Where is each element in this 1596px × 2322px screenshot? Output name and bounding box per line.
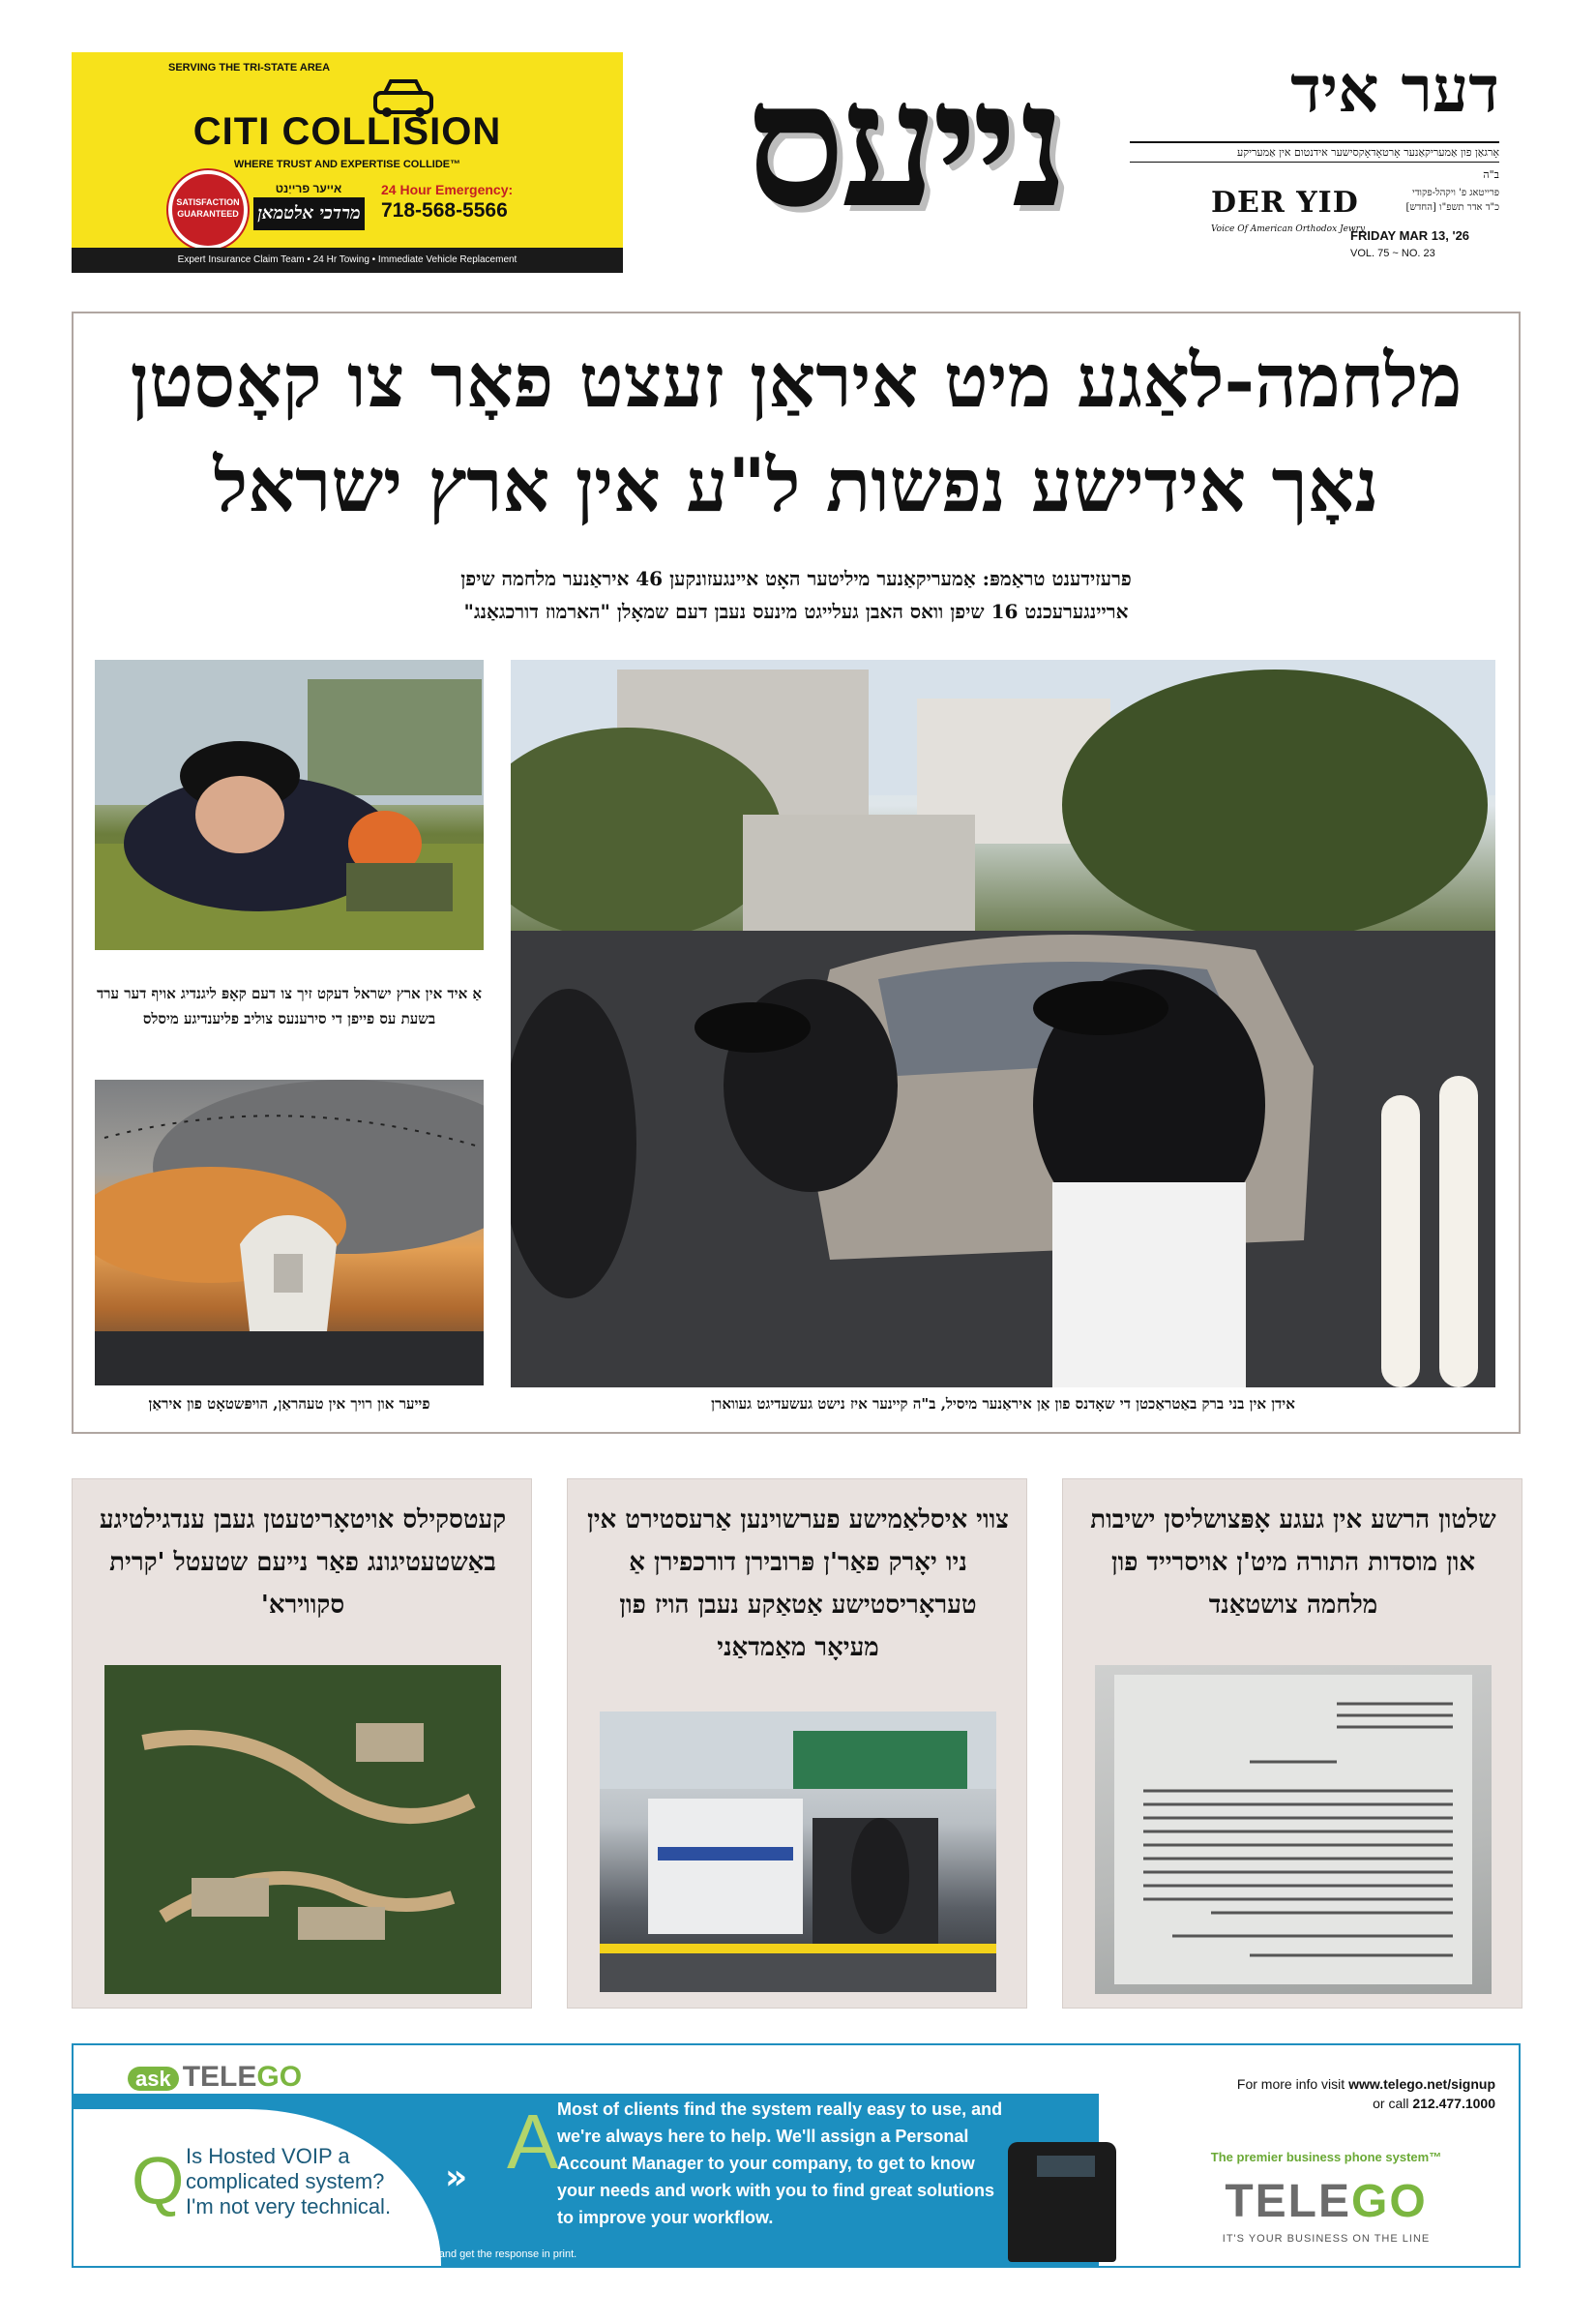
hebrew-date-line-2: כ"ד אדר תשפ"ו [החדש] [1405, 202, 1499, 213]
info-prefix: For more info visit [1236, 2076, 1345, 2092]
satisfaction-seal [168, 170, 248, 250]
answer-letter: A [507, 2099, 559, 2185]
info-url-link[interactable]: www.telego.net/signup [1348, 2076, 1495, 2092]
logo-go: GO [256, 2061, 303, 2093]
photo-a-illustration [95, 660, 484, 950]
telego-large-logo [1157, 2175, 1495, 2228]
masthead-title: נייעס [746, 43, 1063, 247]
telego-small-logo [128, 2061, 302, 2094]
photo-tehran-smoke[interactable] [95, 1080, 484, 1385]
teaser-kiryas-skvira[interactable] [72, 1478, 532, 2009]
teaser-nyc-arrest[interactable] [567, 1478, 1027, 2009]
caption-photo-main: אידן אין בני ברק באַטראַכטן די שאָדנס פון אַן איראַנער מיסיל, ב"ה קיינער איז נישט געשעדיגט געווארן [711, 1395, 1295, 1413]
masthead-date: FRIDAY MAR 13, '26 [1350, 228, 1470, 243]
hebrew-date-line-1: פרייטאג פ' ויקהל-פקודי [1411, 188, 1499, 198]
logo-tele: TELE [182, 2061, 257, 2093]
ad-bottom-note: Have a question about business phone systems? Call or send it in, and get the response in print. [122, 2248, 577, 2260]
desk-phone-icon [1008, 2142, 1116, 2262]
masthead-bh: ב"ה [1483, 168, 1499, 181]
masthead-hebrew-date [1354, 186, 1499, 215]
ad-slogan: IT'S YOUR BUSINESS ON THE LINE [1222, 2233, 1431, 2245]
photo-b-illustration [95, 1080, 484, 1385]
aerial-photo-illustration [104, 1665, 501, 1994]
teaser-right-document-photo[interactable] [1095, 1665, 1492, 1994]
seal-text: SATISFACTION GUARANTEED [176, 197, 240, 219]
police-photo-illustration [600, 1712, 996, 1992]
main-deck-line-2: אריינגערעכנט 16 שיפן וואס האבן געלייגט מינעס נעבן דעם שמאָלן "הארמוז דורכגאַנג" [463, 600, 1129, 623]
big-logo-go: GO [1351, 2176, 1428, 2227]
ad-contact-info [1215, 2074, 1495, 2113]
photo-man-taking-cover[interactable] [95, 660, 484, 950]
top-advertisement[interactable] [72, 52, 623, 273]
main-story [72, 312, 1521, 1434]
teaser-right-title[interactable]: שלטון הרשע אין געגע אָפּצושליסן ישיבות און מוסדות התורה מיט'ן אויסרייד פון מלחמה צושטאַנד [1090, 1505, 1496, 1620]
info-call-prefix: or call [1373, 2096, 1409, 2111]
logo-ask: ask [128, 2067, 179, 2091]
answer-text: Most of clients find the system really easy to use, and we're always here to help. We'll assign a Personal Account Manager to your company, to get to know your needs and work with you to find great solutions to improve your workflow. [557, 2099, 1003, 2227]
main-deck-line-1: פרעזידענט טראַמפּ: אַמעריקאַנער מיליטער האָט איינגעזונקען 46 איראַנער מלחמה שיפן [460, 567, 1132, 590]
bottom-advertisement[interactable] [72, 2043, 1521, 2268]
ad-footer-bar: Expert Insurance Claim Team • 24 Hr Towing • Immediate Vehicle Replacement [72, 248, 623, 273]
caption-photo-b: פייער און רויך אין טעהראַן, הויפּשטאָט פון איראַן [148, 1395, 430, 1413]
teaser-left-title[interactable]: קעטסקילס אויטאָריטעטן געבן ענדגילטיגע באַשטעטיגונג פאַר נייעם שטעטל 'קרית סקווירא' [99, 1505, 507, 1620]
ad-emergency-label: 24 Hour Emergency: [381, 182, 514, 197]
photo-main-illustration [511, 660, 1495, 1387]
chevron-right-icon: » [445, 2158, 468, 2197]
ad-person-label: אייער פרייַנט [275, 182, 342, 195]
masthead-volume: VOL. 75 ~ NO. 23 [1350, 248, 1435, 259]
ad-tagline: WHERE TRUST AND EXPERTISE COLLIDE™ [233, 159, 461, 170]
ad-serving-text: SERVING THE TRI-STATE AREA [168, 62, 331, 74]
masthead-latin-title: DER YID [1211, 186, 1359, 220]
question-letter: Q [132, 2143, 185, 2218]
caption-photo-a: אַ איד אין ארץ ישראל דעקט זיך צו דעם קאָפּ ליגנדיג אויף דער ערד בשעת עס פייפן די סירענעס צוליב פליענדיגע מיסלס [96, 985, 483, 1027]
info-phone[interactable]: 212.477.1000 [1412, 2096, 1495, 2111]
ad-phone-number[interactable]: 718-568-5566 [381, 199, 508, 222]
document-photo-illustration [1095, 1665, 1492, 1994]
teaser-mid-title[interactable]: צווי איסלאַמישע פערשוינען אַרעסטירט אין ניו יאָרק פאַר'ן פּרובירן דורכפירן אַ טעראָריסטישע אַטאַקע נעבן הויז פון מעיאָר מאַמדאַני [587, 1505, 1009, 1662]
masthead-der-yid: דער איד [1290, 51, 1499, 127]
big-logo-tele: TELE [1225, 2176, 1351, 2227]
ad-premier-text: The premier business phone system™ [1210, 2150, 1442, 2164]
teaser-mid-police-photo[interactable] [600, 1712, 996, 1992]
photo-damaged-car-bnei-brak[interactable] [511, 660, 1495, 1387]
teaser-yeshivas-closure[interactable] [1062, 1478, 1522, 2009]
masthead-subtitle: אָרגאַן פון אַמעריקאַנער אָרטאָדאָקסישער אידנטום אין אַמעריקע [1130, 141, 1499, 163]
ad-person-signature: מרדכי אלטמאן [253, 197, 365, 230]
masthead-latin-tagline: Voice Of American Orthodox Jewry [1211, 224, 1366, 234]
main-headline-line-1[interactable]: מלחמה-לאַגע מיט איראַן זעצט פאָר צו קאָסטן [130, 338, 1463, 424]
teaser-left-aerial-photo[interactable] [104, 1665, 501, 1994]
main-headline-line-2[interactable]: נאָך אידישע נפשות ל"ע אין ארץ ישראל [213, 442, 1379, 528]
ad-brand-name: CITI COLLISION [192, 110, 502, 153]
question-text: Is Hosted VOIP a complicated system? I'm not very technical. [186, 2144, 392, 2218]
